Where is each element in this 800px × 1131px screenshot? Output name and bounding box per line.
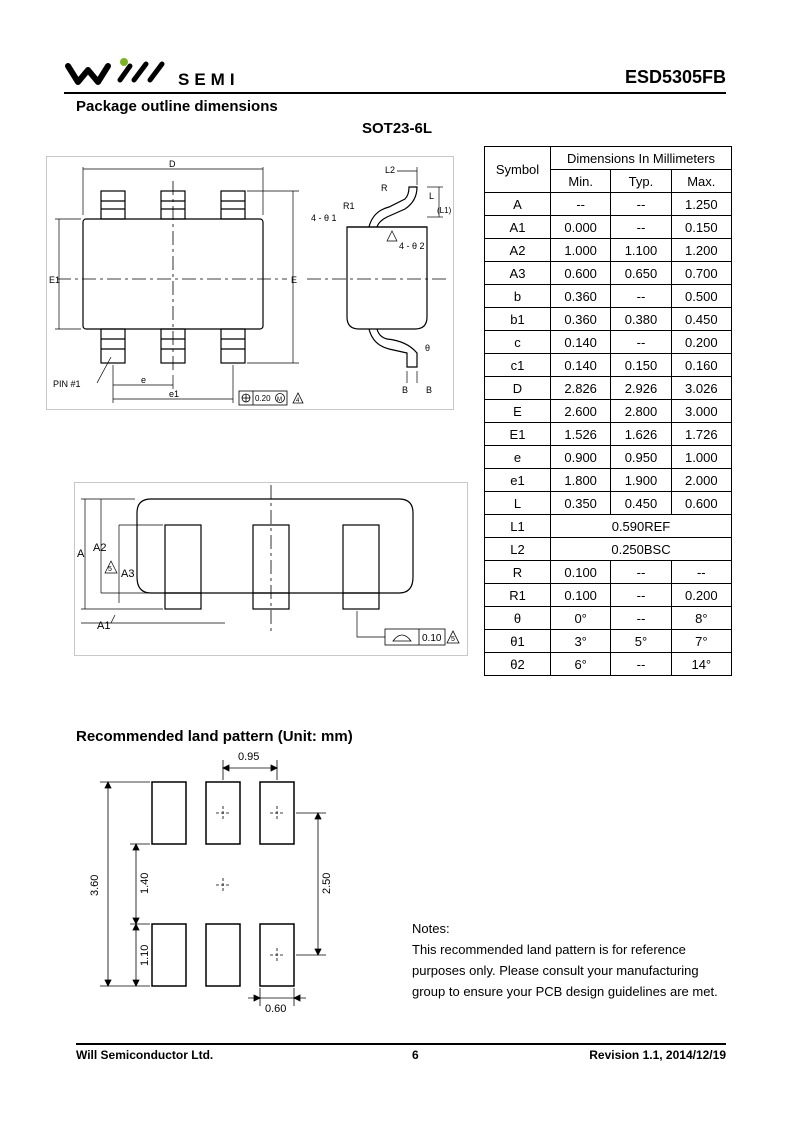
table-row xyxy=(485,538,732,561)
cell-symbol: A2 xyxy=(485,239,551,262)
dim-B-right-label: B xyxy=(426,385,433,395)
cell-min: 0° xyxy=(551,607,611,630)
table-row xyxy=(485,561,732,584)
cell-typ: -- xyxy=(611,216,671,239)
cell-min: 0.360 xyxy=(551,308,611,331)
side-view-drawing xyxy=(74,482,468,656)
cell-typ: 1.626 xyxy=(611,423,671,446)
table-row xyxy=(485,193,732,216)
notes-line-1: This recommended land pattern is for reference xyxy=(412,942,686,957)
dim-R1-label: R1 xyxy=(343,201,355,211)
cell-max: 2.000 xyxy=(671,469,731,492)
cell-typ: 2.926 xyxy=(611,377,671,400)
pad-bottom-left xyxy=(152,924,186,986)
cell-max: 0.450 xyxy=(671,308,731,331)
cell-min: 0.600 xyxy=(551,262,611,285)
cell-max: 1.250 xyxy=(671,193,731,216)
cell-max: 0.200 xyxy=(671,584,731,607)
table-row xyxy=(485,630,732,653)
cell-symbol: L1 xyxy=(485,515,551,538)
side-view-svg xyxy=(75,483,467,655)
cell-symbol: θ xyxy=(485,607,551,630)
cell-symbol: e1 xyxy=(485,469,551,492)
cell-typ: -- xyxy=(611,607,671,630)
cell-min: 0.100 xyxy=(551,584,611,607)
header-min: Min. xyxy=(551,170,611,193)
table-row xyxy=(485,285,732,308)
pin1-label: PIN #1 xyxy=(53,379,81,389)
cell-min: 0.900 xyxy=(551,446,611,469)
cell-max: 0.200 xyxy=(671,331,731,354)
cell-max: 0.600 xyxy=(671,492,731,515)
cell-symbol: L xyxy=(485,492,551,515)
cell-symbol: E1 xyxy=(485,423,551,446)
dim-pad-center-label: 2.50 xyxy=(321,872,333,894)
cell-symbol: c xyxy=(485,331,551,354)
dim-theta-label: θ xyxy=(425,343,431,353)
cell-typ: -- xyxy=(611,561,671,584)
dim-e1-label: e1 xyxy=(169,389,180,399)
cell-symbol: R xyxy=(485,561,551,584)
cell-max: 1.200 xyxy=(671,239,731,262)
table-row xyxy=(485,584,732,607)
cell-min: -- xyxy=(551,193,611,216)
cell-min: 0.360 xyxy=(551,285,611,308)
cell-symbol: R1 xyxy=(485,584,551,607)
cell-max: 3.026 xyxy=(671,377,731,400)
table-row xyxy=(485,331,732,354)
header-rule xyxy=(64,92,726,94)
cell-min: 1.000 xyxy=(551,239,611,262)
dim-e-label: e xyxy=(141,375,147,385)
cell-symbol: e xyxy=(485,446,551,469)
cell-symbol: θ1 xyxy=(485,630,551,653)
dim-B-left-label: B xyxy=(402,385,409,395)
logo-mark-icon xyxy=(64,58,176,90)
footer-page-number: 6 xyxy=(412,1048,419,1062)
footer-revision: Revision 1.1, 2014/12/19 xyxy=(589,1048,726,1062)
cell-max: 0.700 xyxy=(671,262,731,285)
cell-span-value: 0.250BSC xyxy=(551,538,732,561)
page-header xyxy=(64,58,726,92)
pad-bottom-middle xyxy=(206,924,240,986)
table-row xyxy=(485,423,732,446)
logo-text: SEMI xyxy=(178,70,240,89)
cell-typ: 1.900 xyxy=(611,469,671,492)
cell-max: 1.726 xyxy=(671,423,731,446)
cell-typ: 0.380 xyxy=(611,308,671,331)
cell-min: 6° xyxy=(551,653,611,676)
table-row xyxy=(485,607,732,630)
table-row xyxy=(485,308,732,331)
cell-typ: 0.950 xyxy=(611,446,671,469)
footer-rule xyxy=(76,1043,726,1045)
cell-min: 1.526 xyxy=(551,423,611,446)
package-name: SOT23-6L xyxy=(362,120,433,137)
table-row xyxy=(485,492,732,515)
cell-min: 0.140 xyxy=(551,331,611,354)
note-flag-4: 4 xyxy=(296,398,300,404)
dim-gap-label: 1.40 xyxy=(139,872,151,894)
dim-theta2-label: 4 - θ 2 xyxy=(399,241,425,251)
notes xyxy=(412,918,742,1002)
dim-E-label: E xyxy=(291,275,298,285)
dim-A2-label: A2 xyxy=(93,542,107,554)
cell-typ: 0.450 xyxy=(611,492,671,515)
tolerance-modifier: M xyxy=(277,397,282,403)
cell-symbol: b1 xyxy=(485,308,551,331)
table-row xyxy=(485,446,732,469)
pad-top-left xyxy=(152,782,186,844)
cell-typ: -- xyxy=(611,331,671,354)
section-title-package-outline: Package outline dimensions xyxy=(76,98,278,115)
top-view-drawing xyxy=(46,156,454,410)
cell-max: 7° xyxy=(671,630,731,653)
table-row xyxy=(485,216,732,239)
header-max: Max. xyxy=(671,170,731,193)
land-pattern-drawing xyxy=(80,748,340,1018)
notes-title: Notes: xyxy=(412,921,450,936)
cell-symbol: D xyxy=(485,377,551,400)
side-tolerance-value: 0.10 xyxy=(422,633,442,644)
cell-symbol: b xyxy=(485,285,551,308)
section-title-land-pattern: Recommended land pattern (Unit: mm) xyxy=(76,728,353,745)
cell-typ: 2.800 xyxy=(611,400,671,423)
note-flag-5: 5 xyxy=(108,566,112,573)
header-typ: Typ. xyxy=(611,170,671,193)
notes-line-2: purposes only. Please consult your manufacturing xyxy=(412,963,699,978)
cell-min: 0.140 xyxy=(551,354,611,377)
cell-max: 3.000 xyxy=(671,400,731,423)
cell-min: 2.600 xyxy=(551,400,611,423)
cell-typ: 5° xyxy=(611,630,671,653)
header-dims: Dimensions In Millimeters xyxy=(551,147,732,170)
tolerance-value: 0.20 xyxy=(255,394,271,403)
dim-R-label: R xyxy=(381,183,388,193)
cell-min: 2.826 xyxy=(551,377,611,400)
cell-symbol: L2 xyxy=(485,538,551,561)
footer-company: Will Semiconductor Ltd. xyxy=(76,1048,214,1062)
dim-pitch-label: 0.95 xyxy=(238,751,260,763)
dimensions-table-body xyxy=(485,193,732,676)
dim-L-label: L xyxy=(429,191,435,201)
cell-max: -- xyxy=(671,561,731,584)
dim-L2-label: L2 xyxy=(385,165,396,175)
cell-typ: -- xyxy=(611,584,671,607)
cell-max: 14° xyxy=(671,653,731,676)
dim-A1-label: A1 xyxy=(97,620,111,632)
cell-min: 0.000 xyxy=(551,216,611,239)
cell-symbol: E xyxy=(485,400,551,423)
cell-min: 0.100 xyxy=(551,561,611,584)
cell-max: 0.150 xyxy=(671,216,731,239)
dim-E1-label: E1 xyxy=(49,275,61,285)
notes-line-3: group to ensure your PCB design guidelines are met. xyxy=(412,984,718,999)
cell-span-value: 0.590REF xyxy=(551,515,732,538)
cell-typ: -- xyxy=(611,285,671,308)
dim-A-label: A xyxy=(77,548,85,560)
cell-typ: 1.100 xyxy=(611,239,671,262)
cell-max: 1.000 xyxy=(671,446,731,469)
table-row xyxy=(485,400,732,423)
cell-typ: 0.650 xyxy=(611,262,671,285)
cell-typ: 0.150 xyxy=(611,354,671,377)
cell-min: 3° xyxy=(551,630,611,653)
cell-min: 1.800 xyxy=(551,469,611,492)
part-number: ESD5305FB xyxy=(624,67,726,87)
cell-typ: -- xyxy=(611,193,671,216)
cell-symbol: A3 xyxy=(485,262,551,285)
dim-A3-label: A3 xyxy=(121,568,135,580)
cell-symbol: c1 xyxy=(485,354,551,377)
cell-max: 0.160 xyxy=(671,354,731,377)
table-row xyxy=(485,262,732,285)
dim-pad-height-label: 1.10 xyxy=(139,944,151,966)
side-note-flag-5: 5 xyxy=(451,636,455,643)
dim-theta1-label: 4 - θ 1 xyxy=(311,213,337,223)
cell-max: 0.500 xyxy=(671,285,731,308)
cell-max: 8° xyxy=(671,607,731,630)
cell-symbol: θ2 xyxy=(485,653,551,676)
company-logo xyxy=(64,58,264,90)
dim-D-label: D xyxy=(169,159,176,169)
header-symbol: Symbol xyxy=(485,147,551,193)
table-row xyxy=(485,377,732,400)
table-row xyxy=(485,515,732,538)
cell-typ: -- xyxy=(611,653,671,676)
dimensions-table xyxy=(484,146,732,676)
dim-L1-label: (L1) xyxy=(437,206,452,215)
dim-total-height-label: 3.60 xyxy=(89,874,101,896)
table-row xyxy=(485,354,732,377)
table-row xyxy=(485,653,732,676)
dim-pad-width-label: 0.60 xyxy=(265,1003,287,1015)
table-row xyxy=(485,239,732,262)
land-pattern-svg xyxy=(80,748,340,1018)
cell-min: 0.350 xyxy=(551,492,611,515)
cell-symbol: A1 xyxy=(485,216,551,239)
table-row xyxy=(485,469,732,492)
cell-symbol: A xyxy=(485,193,551,216)
top-view-svg xyxy=(47,157,453,409)
